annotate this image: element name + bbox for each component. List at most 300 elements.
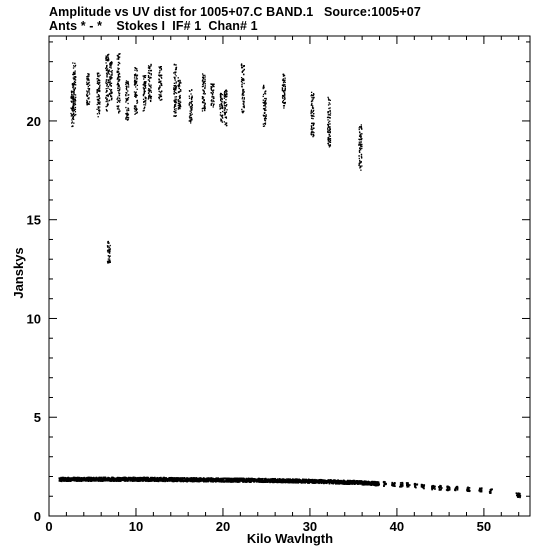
data-point xyxy=(189,104,190,105)
data-point xyxy=(98,96,99,97)
data-point xyxy=(75,114,76,115)
data-point xyxy=(99,110,100,111)
data-point xyxy=(109,247,110,248)
data-point xyxy=(399,486,401,488)
data-point xyxy=(151,70,152,71)
data-point xyxy=(109,93,110,94)
data-point xyxy=(204,75,205,76)
data-point xyxy=(219,104,220,105)
data-point xyxy=(226,94,227,95)
data-point xyxy=(264,118,265,119)
data-point xyxy=(126,88,127,89)
data-point xyxy=(111,98,112,99)
data-point xyxy=(120,480,122,482)
data-point xyxy=(106,106,107,107)
data-point xyxy=(144,88,145,89)
data-point xyxy=(263,102,264,103)
data-point xyxy=(433,485,435,487)
data-point xyxy=(265,106,266,107)
data-point xyxy=(127,119,128,120)
data-point xyxy=(72,83,73,84)
data-point xyxy=(213,92,214,93)
data-point xyxy=(74,76,75,77)
data-point xyxy=(360,149,361,150)
data-point xyxy=(109,100,110,101)
data-point xyxy=(265,116,266,117)
data-point xyxy=(191,112,192,113)
data-point xyxy=(99,103,100,104)
data-point xyxy=(160,94,161,95)
data-point xyxy=(328,117,329,118)
data-point xyxy=(203,75,204,76)
data-point xyxy=(359,144,360,145)
data-point xyxy=(202,73,203,74)
data-point xyxy=(89,82,90,83)
data-point xyxy=(329,146,330,147)
data-point xyxy=(242,86,243,87)
data-point xyxy=(359,167,360,168)
data-point xyxy=(111,71,112,72)
x-tick-label: 0 xyxy=(45,519,53,534)
data-point xyxy=(159,85,160,86)
data-point xyxy=(127,83,128,84)
data-point xyxy=(161,85,162,86)
data-point xyxy=(97,96,98,97)
data-point xyxy=(313,95,314,96)
data-point xyxy=(311,110,312,111)
data-point xyxy=(137,89,138,90)
data-point xyxy=(110,78,111,79)
data-point xyxy=(213,98,214,99)
data-point xyxy=(73,95,74,96)
data-point xyxy=(284,78,285,79)
data-point xyxy=(175,64,176,65)
data-point xyxy=(243,99,244,100)
data-point xyxy=(134,108,135,109)
data-point xyxy=(242,98,243,99)
y-tick-label: 10 xyxy=(26,311,41,327)
data-point xyxy=(189,103,190,104)
data-point xyxy=(89,89,90,90)
data-point xyxy=(449,487,451,489)
data-point xyxy=(328,144,329,145)
data-point xyxy=(148,75,149,76)
data-point xyxy=(108,243,109,244)
data-point xyxy=(135,80,136,81)
data-point xyxy=(219,106,220,107)
data-point xyxy=(71,101,72,102)
x-tick-label: 50 xyxy=(476,519,492,534)
data-point xyxy=(190,122,191,123)
data-point xyxy=(98,90,99,91)
data-point xyxy=(263,100,264,101)
data-point xyxy=(414,483,416,485)
data-point xyxy=(264,102,265,103)
data-point xyxy=(224,101,225,102)
data-point xyxy=(71,93,72,94)
data-point xyxy=(73,67,74,68)
data-point xyxy=(72,111,73,112)
data-point xyxy=(127,81,128,82)
data-point xyxy=(516,492,518,494)
data-point xyxy=(205,83,206,84)
data-point xyxy=(144,101,145,102)
data-point xyxy=(150,77,151,78)
data-point xyxy=(117,77,118,78)
data-point xyxy=(328,126,329,127)
y-tick-label: 0 xyxy=(33,509,41,524)
data-point xyxy=(75,79,76,80)
data-point xyxy=(283,84,284,85)
data-point xyxy=(402,484,404,486)
data-point xyxy=(481,487,483,489)
data-point xyxy=(263,94,264,95)
data-point xyxy=(176,99,177,100)
data-point xyxy=(70,113,71,114)
data-point xyxy=(174,96,175,97)
data-point xyxy=(359,163,360,164)
data-point xyxy=(87,91,88,92)
y-tick-label: 15 xyxy=(26,212,41,228)
data-point xyxy=(151,73,152,74)
data-point xyxy=(283,107,284,108)
data-point xyxy=(263,105,264,106)
data-point xyxy=(72,85,73,86)
data-point xyxy=(330,138,331,139)
data-point xyxy=(212,93,213,94)
data-point xyxy=(73,88,74,89)
data-point xyxy=(75,107,76,108)
data-point xyxy=(242,70,243,71)
data-point xyxy=(109,73,110,74)
data-point xyxy=(242,111,243,112)
data-point xyxy=(119,94,120,95)
data-point xyxy=(73,72,74,73)
data-point xyxy=(220,120,221,121)
data-point xyxy=(204,110,205,111)
data-point xyxy=(161,75,162,76)
data-point xyxy=(109,260,110,261)
data-point xyxy=(74,102,75,103)
data-point xyxy=(148,97,149,98)
data-point xyxy=(222,117,223,118)
data-point xyxy=(265,122,266,123)
data-point xyxy=(191,97,192,98)
data-point xyxy=(519,493,521,495)
data-point xyxy=(89,91,90,92)
data-point xyxy=(224,96,225,97)
data-point xyxy=(97,89,98,90)
data-point xyxy=(282,89,283,90)
data-point xyxy=(220,96,221,97)
data-point xyxy=(202,102,203,103)
data-point xyxy=(174,91,175,92)
data-point xyxy=(179,80,180,81)
data-point xyxy=(71,115,72,116)
data-point xyxy=(189,117,190,118)
data-point xyxy=(244,69,245,70)
data-point xyxy=(259,478,261,480)
data-point xyxy=(360,127,361,128)
data-point xyxy=(87,92,88,93)
data-point xyxy=(329,121,330,122)
data-point xyxy=(175,69,176,70)
data-point xyxy=(175,71,176,72)
data-point xyxy=(179,104,180,105)
data-point xyxy=(109,250,110,251)
data-point xyxy=(202,110,203,111)
data-point xyxy=(360,170,361,171)
data-point xyxy=(158,87,159,88)
data-point xyxy=(203,108,204,109)
data-point xyxy=(311,92,312,93)
data-point xyxy=(143,110,144,111)
data-point xyxy=(148,95,149,96)
data-point xyxy=(106,85,107,86)
data-point xyxy=(107,74,108,75)
data-point xyxy=(107,98,108,99)
data-point xyxy=(99,75,100,76)
data-point xyxy=(108,258,109,259)
data-point xyxy=(144,83,145,84)
data-point xyxy=(361,165,362,166)
data-point xyxy=(118,76,119,77)
data-point xyxy=(226,104,227,105)
data-point xyxy=(224,98,225,99)
data-point xyxy=(74,78,75,79)
data-point xyxy=(98,107,99,108)
data-point xyxy=(144,90,145,91)
data-point xyxy=(106,65,107,66)
data-point xyxy=(213,90,214,91)
data-point xyxy=(359,129,360,130)
data-point xyxy=(467,490,469,492)
data-point xyxy=(264,105,265,106)
data-point xyxy=(191,95,192,96)
data-point xyxy=(423,486,425,488)
data-point xyxy=(212,84,213,85)
data-point xyxy=(127,114,128,115)
data-point xyxy=(202,108,203,109)
data-point xyxy=(327,97,328,98)
data-point xyxy=(446,489,448,491)
data-point xyxy=(135,97,136,98)
data-point xyxy=(178,101,179,102)
data-point xyxy=(204,107,205,108)
data-point xyxy=(110,96,111,97)
data-point xyxy=(455,487,457,489)
data-point xyxy=(126,99,127,100)
data-point xyxy=(134,81,135,82)
data-point xyxy=(135,86,136,87)
data-point xyxy=(190,110,191,111)
data-point xyxy=(161,96,162,97)
data-point xyxy=(144,91,145,92)
data-point xyxy=(490,492,492,494)
data-point xyxy=(312,115,313,116)
data-point xyxy=(149,89,150,90)
data-point xyxy=(203,93,204,94)
data-point xyxy=(213,104,214,105)
data-point xyxy=(89,101,90,102)
data-point xyxy=(243,80,244,81)
data-point xyxy=(284,97,285,98)
data-point xyxy=(224,110,225,111)
data-point xyxy=(211,104,212,105)
data-point xyxy=(310,111,311,112)
data-point xyxy=(106,101,107,102)
data-point xyxy=(74,66,75,67)
data-point xyxy=(128,86,129,87)
data-point xyxy=(159,94,160,95)
data-point xyxy=(118,59,119,60)
data-point xyxy=(150,97,151,98)
data-point xyxy=(491,489,493,491)
data-point xyxy=(89,88,90,89)
data-point xyxy=(107,68,108,69)
data-point xyxy=(126,109,127,110)
data-point xyxy=(119,100,120,101)
data-point xyxy=(262,478,264,480)
data-point xyxy=(75,104,76,105)
data-point xyxy=(145,75,146,76)
data-point xyxy=(73,65,74,66)
data-point xyxy=(175,74,176,75)
data-point xyxy=(128,117,129,118)
data-point xyxy=(180,97,181,98)
data-point xyxy=(311,95,312,96)
data-point xyxy=(440,486,442,488)
data-point xyxy=(205,85,206,86)
data-point xyxy=(107,88,108,89)
data-point xyxy=(202,84,203,85)
data-point xyxy=(225,99,226,100)
data-point xyxy=(204,91,205,92)
data-point xyxy=(328,134,329,135)
data-point xyxy=(241,64,242,65)
data-point xyxy=(161,77,162,78)
data-point xyxy=(203,85,204,86)
data-point xyxy=(149,90,150,91)
data-point xyxy=(176,115,177,116)
data-point xyxy=(447,485,449,487)
data-point xyxy=(159,91,160,92)
data-point xyxy=(264,91,265,92)
data-point xyxy=(243,83,244,84)
data-point xyxy=(311,97,312,98)
data-point xyxy=(134,106,135,107)
data-point xyxy=(179,91,180,92)
data-point xyxy=(75,98,76,99)
data-point xyxy=(72,62,73,63)
data-point xyxy=(180,89,181,90)
data-point xyxy=(310,113,311,114)
data-point xyxy=(329,102,330,103)
data-point xyxy=(264,98,265,99)
data-point xyxy=(97,74,98,75)
data-point xyxy=(148,65,149,66)
data-point xyxy=(210,92,211,93)
data-point xyxy=(118,57,119,58)
data-point xyxy=(174,101,175,102)
data-point xyxy=(145,87,146,88)
data-point xyxy=(109,76,110,77)
data-point xyxy=(88,79,89,80)
data-point xyxy=(126,100,127,101)
data-point xyxy=(117,79,118,80)
data-point xyxy=(98,108,99,109)
data-point xyxy=(330,100,331,101)
data-point xyxy=(175,79,176,80)
data-point xyxy=(118,109,119,110)
data-point xyxy=(145,82,146,83)
data-point xyxy=(148,70,149,71)
data-point xyxy=(282,96,283,97)
data-point xyxy=(406,484,408,486)
data-point xyxy=(243,94,244,95)
data-point xyxy=(118,81,119,82)
data-point xyxy=(117,90,118,91)
data-point xyxy=(263,108,264,109)
data-point xyxy=(178,99,179,100)
data-point xyxy=(311,123,312,124)
data-point xyxy=(480,490,482,492)
data-point xyxy=(110,245,111,246)
data-point xyxy=(99,113,100,114)
data-point xyxy=(126,80,127,81)
data-point xyxy=(263,96,264,97)
data-point xyxy=(330,140,331,141)
data-point xyxy=(213,96,214,97)
data-point xyxy=(359,151,360,152)
data-point xyxy=(75,76,76,77)
data-point xyxy=(221,103,222,104)
data-point xyxy=(97,100,98,101)
y-tick-label: 20 xyxy=(26,113,41,129)
data-point xyxy=(174,107,175,108)
data-point xyxy=(178,77,179,78)
data-point xyxy=(479,490,481,492)
data-point xyxy=(145,81,146,82)
data-point xyxy=(360,143,361,144)
data-point xyxy=(313,128,314,129)
data-point xyxy=(329,123,330,124)
data-point xyxy=(221,119,222,120)
data-point xyxy=(383,485,385,487)
data-point xyxy=(173,87,174,88)
data-point xyxy=(112,70,113,71)
data-point xyxy=(107,60,108,61)
data-point xyxy=(467,488,469,490)
data-point xyxy=(118,83,119,84)
data-point xyxy=(107,57,108,58)
data-point xyxy=(244,97,245,98)
data-point xyxy=(178,92,179,93)
data-point xyxy=(378,482,380,484)
data-point xyxy=(174,90,175,91)
data-point xyxy=(128,110,129,111)
data-point xyxy=(150,66,151,67)
data-point xyxy=(178,108,179,109)
data-point xyxy=(108,80,109,81)
data-point xyxy=(134,67,135,68)
data-point xyxy=(330,142,331,143)
data-point xyxy=(361,154,362,155)
data-point xyxy=(312,100,313,101)
data-point xyxy=(148,72,149,73)
data-point xyxy=(72,87,73,88)
data-point xyxy=(119,54,120,55)
